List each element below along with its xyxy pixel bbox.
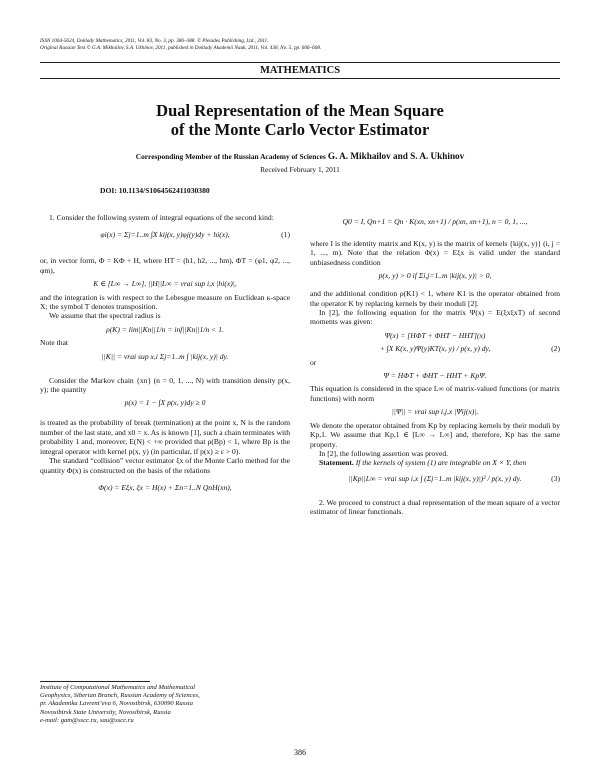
equation-2b: + ∫X K(x, y)Ψ(y)KT(x, y) / p(x, y) dy, (2) <box>379 344 560 354</box>
title-line-2: of the Monte Carlo Vector Estimator <box>170 120 430 139</box>
header-line-2: Original Russian Text © G.A. Mikhailov, S.A. Ukhinov, 2011, published in Doklady Akademii Nauk, 2011, Vol. 438, No. 5, pp. 606–608. <box>40 45 322 51</box>
left-column <box>40 213 290 496</box>
section-rule <box>40 78 560 79</box>
authors-names: G. A. Mikhailov and S. A. Ukhinov <box>327 151 465 161</box>
top-rule <box>40 62 560 63</box>
equation-norm-k: ||K|| = vrai sup x,i Σj=1..m ∫ |kij(x, y)| dy. <box>101 351 229 361</box>
equation-estimator: Φ(x) = Eξx, ξx = H(x) + Σn=1..N QnH(xn), <box>98 482 232 492</box>
right-p8: 2. We proceed to construct a dual representation of the mean square of a vector estimator of linear functionals. <box>310 497 560 517</box>
right-p3: In [2], the following equation for the matrix Ψ(x) = E(ξxξxT) of second moments was given: <box>310 308 560 327</box>
authors <box>40 151 560 161</box>
left-p4: We assume that the spectral radius is <box>49 311 161 321</box>
left-p6: Consider the Markov chain {xn} (n = 0, 1, ..., N) with transition density p(x, y); the quantity <box>40 375 290 395</box>
equation-3: ||Kp||L∞ = vrai sup i,x ∫ (Σj=1..m |kij(x, y)|)² / p(x, y) dy. (3) <box>348 473 560 483</box>
right-p5: This equation is considered in the space L∞ of matrix-valued functions (or matrix functions) with norm <box>310 384 560 403</box>
equation-q: Q0 = I, Qn+1 = Qn · K(xn, xn+1) / p(xn, xn+1), n = 0, 1, ..., <box>342 217 528 226</box>
left-p2: or, in vector form, Φ = KΦ + H, where HT = (h1, h2, ..., hm), ΦT = (φ1, φ2, ..., φm), <box>40 256 290 275</box>
received-date: Received February 1, 2011 <box>260 165 340 174</box>
left-p8: The standard “collision” vector estimator ξx of the Monte Carlo method for the quantity Φ(x) is constructed on the basis of the relations <box>40 456 290 475</box>
equation-unbiasedness: p(x, y) > 0 if Σi,j=1..m |kij(x, y)| > 0, <box>378 271 492 281</box>
footnote: Institute of Computational Mathematics and Mathematical Geophysics, Siberian Branch, Russian Academy of Sciences, pr. Akademika Lavrent’eva 6, Novosibirsk, 630090 Russia Novosibirsk State University, Novosibirsk, Russia e-mail: gam@sscc.ru, sau@sscc.ru <box>40 684 200 724</box>
title-line-1: Dual Representation of the Mean Square <box>156 101 444 120</box>
equation-2a: Ψ(x) = [HΦT + ΦHT − HHT](x) <box>384 330 486 340</box>
right-p7: In [2], the following assertion was proved. <box>319 448 449 458</box>
header-line-1: ISSN 1064-5624, Doklady Mathematics, 2011, Vol. 83, No. 3, pp. 386–388. © Pleiades Publishing, Ltd., 2011. <box>40 38 269 44</box>
journal-header <box>40 38 560 52</box>
equation-psi: Ψ = HΦT + ΦHT − HHT + KpΨ. <box>383 371 487 381</box>
statement: Statement. If the kernels of system (1) are integrable on X × Y, then <box>319 458 527 468</box>
footnote-rule <box>40 681 150 682</box>
left-p1: 1. Consider the following system of integral equations of the second kind: <box>49 213 274 222</box>
left-p5: Note that <box>40 338 69 348</box>
right-p1: where I is the identity matrix and K(x, y) is the matrix of kernels {kij(x, y)} (i, j = 1, ..., m). Note that the relation Φ(x) = Eξx is valid under the standard unbiasedness condition <box>310 239 560 267</box>
doi: DOI: 10.1134/S1064562411030380 <box>100 186 210 195</box>
right-p4: or <box>310 357 317 367</box>
authors-prefix: Corresponding Member of the Russian Academy of Sciences <box>135 152 326 161</box>
right-column <box>310 213 560 517</box>
page-number: 386 <box>294 748 306 757</box>
equation-1: φi(x) = Σj=1..m ∫X kij(x, y)φj(y)dy + hi(x), (1) <box>100 230 290 240</box>
right-p2: and the additional condition ρ(K1) < 1, where K1 is the operator obtained from the operator K by replacing kernels by their moduli [2]. <box>310 289 560 308</box>
section-heading: MATHEMATICS <box>259 65 341 76</box>
right-p6: We denote the operator obtained from Kp by replacing kernels by their moduli by Kp,1. We assume that Kp,1 ∈ [L∞ → L∞] and, therefore, Kp has the same property. <box>310 420 560 449</box>
paper-title <box>40 101 560 139</box>
left-p7: is treated as the probability of break (termination) at the point x, N is the random number of the last state, and x0 = x. As is known [1], such a chain terminates with probability 1 and, moreover, E(N) < +∞ provided that ρ(Bp) < 1, where Bp is the integral operator with kernel p(x, y) (in particular, if p(x) ≥ ε > 0). <box>40 418 290 456</box>
equation-break-prob: p(x) = 1 − ∫X p(x, y)dy ≥ 0 <box>124 398 206 408</box>
equation-spectral-radius: ρ(K) = lim||Kn||1/n = inf||Kn||1/n < 1. <box>106 324 224 334</box>
left-p3: and the integration is with respect to the Lebesgue measure on Euclidean κ-space X; the symbol T denotes transposition. <box>40 292 290 312</box>
equation-norm-h: K ∈ [L∞ → L∞], ||H||L∞ = vrai sup i,x |hi(x)|, <box>93 279 237 289</box>
equation-psi-norm: ||Ψ|| = vrai sup i,j,x |Ψij(x)|. <box>391 407 479 417</box>
